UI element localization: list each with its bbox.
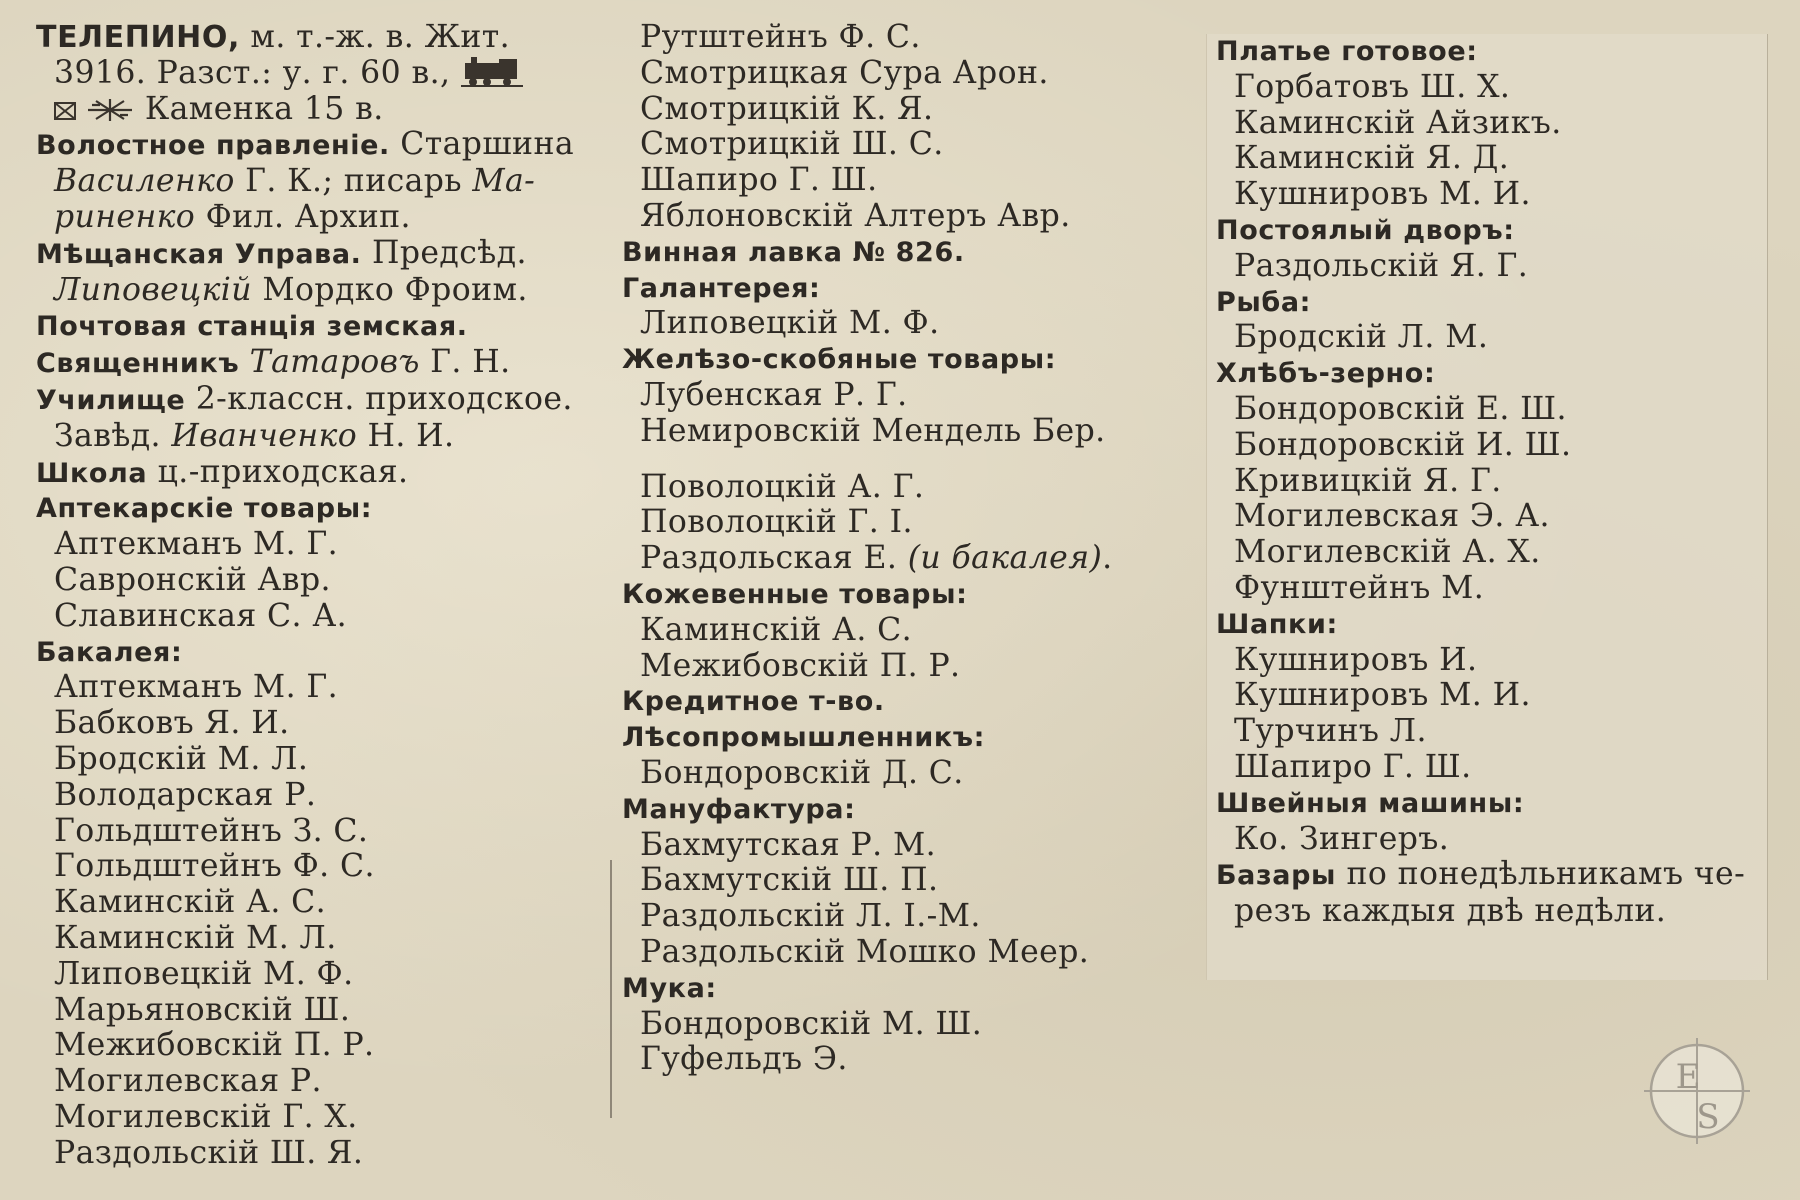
school-head-end: Н. И. xyxy=(357,417,455,454)
list-item: Бондоровскій М. Ш. xyxy=(640,1005,983,1042)
es-stamp-logo xyxy=(1642,1036,1752,1146)
list-item: Савронскій Авр. xyxy=(54,561,331,598)
list-item: Каминскій Я. Д. xyxy=(1234,140,1510,177)
column-1 xyxy=(36,20,596,1172)
school-entry xyxy=(36,382,596,419)
razdolskaya-dot: . xyxy=(1102,540,1113,577)
razdolskaya-note: (и бакалея) xyxy=(907,540,1103,577)
hleb-heading: Хлѣбъ-зерно: xyxy=(1216,358,1436,390)
apteka-list xyxy=(36,527,596,634)
shkola-entry xyxy=(36,455,596,492)
list-item: Лубенская Р. Г. xyxy=(640,376,908,413)
post-station-heading: Почтовая станція земская. xyxy=(36,311,468,343)
bakaleya-list xyxy=(36,670,596,1171)
muka-list xyxy=(622,1007,1142,1079)
town-post-text: Каменка 15 в. xyxy=(144,90,384,127)
list-item: Кривицкій Я. Г. xyxy=(1234,462,1502,499)
envelope-icon xyxy=(54,102,76,120)
list-item: Аптекманъ М. Г. xyxy=(54,526,339,563)
town-distance xyxy=(36,56,596,92)
uprava-name: Липовецкій xyxy=(54,271,252,308)
town-name: ТЕЛЕПИНО, xyxy=(36,20,240,55)
list-item: Межибовскій П. Р. xyxy=(640,647,961,684)
manuf-list xyxy=(622,828,1142,971)
column-2 xyxy=(622,20,1142,1078)
uprava-entry-cont xyxy=(36,273,596,309)
list-item: Раздольскій Я. Г. xyxy=(1234,247,1529,284)
school-entry-cont xyxy=(36,419,596,455)
shapki-heading: Шапки: xyxy=(1216,608,1338,640)
volost-name-1: Василенко xyxy=(54,163,235,200)
school-head-label: Завѣд. xyxy=(54,417,172,454)
priest-heading: Священникъ xyxy=(36,348,240,380)
list-item: Липовецкій М. Ф. xyxy=(54,955,354,992)
list-item: Могилевскій Г. Х. xyxy=(54,1098,358,1135)
stamp-letter-top: E xyxy=(1675,1057,1701,1097)
list-item: Кушнировъ М. И. xyxy=(1234,176,1531,213)
kredit-heading: Кредитное т-во. xyxy=(622,686,885,718)
priest-entry xyxy=(36,345,596,382)
list-item: Каминскій А. С. xyxy=(54,884,327,921)
list-item: Смотрицкій Ш. С. xyxy=(640,126,944,163)
school-head-name: Иванченко xyxy=(171,417,358,454)
uprava-text: Предсѣд. xyxy=(361,234,527,271)
telegraph-icon xyxy=(86,97,134,123)
school-text: 2-классн. приходское. xyxy=(185,380,573,417)
vinnaya-heading: Винная лавка № 826. xyxy=(622,236,965,268)
bakaleya-heading: Бакалея: xyxy=(36,636,183,668)
list-item: Турчинъ Л. xyxy=(1234,713,1427,750)
list-item: Горбатовъ Ш. Х. xyxy=(1234,68,1511,105)
list-item: Поволоцкій Г. І. xyxy=(640,504,913,541)
list-item: Поволоцкій А. Г. xyxy=(640,468,925,505)
list-item: Славинская С. А. xyxy=(54,597,348,634)
les-list xyxy=(622,756,1142,792)
bazar-entry-cont xyxy=(1216,894,1756,930)
list-item: Аптекманъ М. Г. xyxy=(54,669,339,706)
list-item: Бахмутская Р. М. xyxy=(640,826,937,863)
volost-mid: Г. К.; писарь xyxy=(234,163,473,200)
priest-name: Татаровъ xyxy=(239,344,420,381)
list-item: Каминскій А. С. xyxy=(640,611,913,648)
volost-name-2b: риненко xyxy=(54,198,196,235)
list-item: Володарская Р. xyxy=(54,776,317,813)
list-item: Раздольскій Л. І.-М. xyxy=(640,898,981,935)
zhelezo-heading: Желѣзо-скобяные товары: xyxy=(622,344,1057,376)
list-item: Могилевскій А. Х. xyxy=(1234,534,1541,571)
priest-end: Г. Н. xyxy=(419,344,511,381)
volost-text: Старшина xyxy=(389,126,575,163)
spacer xyxy=(622,450,1142,470)
list-item: Кушнировъ М. И. xyxy=(1234,677,1531,714)
galant-list xyxy=(622,306,1142,342)
razdolskaya-entry xyxy=(622,541,1142,577)
list-item: Гуфельдъ Э. xyxy=(640,1041,848,1078)
shveyn-heading: Швейныя машины: xyxy=(1216,787,1525,819)
town-post xyxy=(36,92,596,128)
list-item: Бабковъ Я. И. xyxy=(54,705,290,742)
uprava-end: Мордко Фроим. xyxy=(251,271,528,308)
town-distance-text: 3916. Разст.: у. г. 60 в., xyxy=(54,54,451,91)
volost-entry-cont2 xyxy=(36,200,596,236)
plate-heading: Платье готовое: xyxy=(1216,36,1478,67)
shapki-list xyxy=(1216,643,1756,786)
list-item: Кушнировъ И. xyxy=(1234,641,1478,678)
list-item: Бахмутскій Ш. П. xyxy=(640,862,939,899)
list-item: Раздольскій Ш. Я. xyxy=(54,1134,364,1171)
postoyaly-heading: Постоялый дворъ: xyxy=(1216,214,1515,246)
razdolskaya-name: Раздольская Е. xyxy=(640,540,908,577)
town-info: м. т.-ж. в. Жит. xyxy=(240,19,511,55)
stamp-letter-bottom: S xyxy=(1696,1097,1720,1137)
list-item: Каминскій Айзикъ. xyxy=(1234,104,1562,141)
list-item: Бондоровскій Д. С. xyxy=(640,754,964,791)
zhelezo-list-a xyxy=(622,378,1142,450)
ryba-heading: Рыба: xyxy=(1216,286,1312,318)
volost-end: Фил. Архип. xyxy=(195,198,411,235)
school-heading: Училище xyxy=(36,384,186,416)
column-divider xyxy=(610,860,612,1118)
list-item: Бондоровскій И. Ш. xyxy=(1234,426,1572,463)
hleb-list xyxy=(1216,392,1756,607)
list-item: Раздольскій Мошко Меер. xyxy=(640,933,1090,970)
plate-list xyxy=(1216,70,1756,213)
list-item: Гольдштейнъ Ф. С. xyxy=(54,848,375,885)
list-item: Рутштейнъ Ф. С. xyxy=(640,19,921,55)
column-3 xyxy=(1216,34,1756,930)
list-item: Немировскій Мендель Бер. xyxy=(640,412,1106,449)
ryba-list xyxy=(1216,320,1756,356)
kozha-heading: Кожевенные товары: xyxy=(622,578,968,610)
shkola-heading: Школа xyxy=(36,457,148,489)
list-item: Шапиро Г. Ш. xyxy=(1234,748,1472,785)
kozha-list xyxy=(622,613,1142,685)
bazar-text-2: резъ каждыя двѣ недѣли. xyxy=(1234,893,1667,930)
bazar-entry xyxy=(1216,857,1756,894)
list-item: Смотрицкій К. Я. xyxy=(640,90,934,127)
uprava-entry xyxy=(36,236,596,273)
town-header xyxy=(36,20,596,56)
bazar-heading: Базары xyxy=(1216,860,1337,892)
galant-heading: Галантерея: xyxy=(622,272,821,304)
list-item: Липовецкій М. Ф. xyxy=(640,305,940,342)
volost-entry-cont xyxy=(36,164,596,200)
list-item: Яблоновскій Алтеръ Авр. xyxy=(640,197,1071,234)
list-item: Межибовскій П. Р. xyxy=(54,1027,375,1064)
list-item: Бондоровскій Е. Ш. xyxy=(1234,390,1567,427)
list-item: Смотрицкая Сура Арон. xyxy=(640,54,1049,91)
list-item: Ко. Зингеръ. xyxy=(1234,820,1450,857)
volost-entry xyxy=(36,127,596,164)
zhelezo-list-b xyxy=(622,470,1142,542)
uprava-heading: Мѣщанская Управа. xyxy=(36,238,362,270)
list-item: Марьяновскій Ш. xyxy=(54,991,351,1028)
apteka-heading: Аптекарскіе товары: xyxy=(36,493,373,525)
list-item: Фунштейнъ М. xyxy=(1234,569,1485,606)
list-item: Могилевская Э. А. xyxy=(1234,498,1550,535)
railway-icon xyxy=(461,57,523,87)
list-item: Гольдштейнъ З. С. xyxy=(54,812,369,849)
top-list xyxy=(622,20,1142,235)
muka-heading: Мука: xyxy=(622,972,717,1004)
bazar-text-1: по понедѣльникамъ че- xyxy=(1336,856,1746,893)
list-item: Бродскій Л. М. xyxy=(1234,319,1489,356)
volost-name-2a: Ма- xyxy=(472,163,536,200)
list-item: Могилевская Р. xyxy=(54,1063,322,1100)
list-item: Бродскій М. Л. xyxy=(54,740,309,777)
post-station-entry xyxy=(36,308,596,345)
list-item: Каминскій М. Л. xyxy=(54,919,337,956)
les-heading: Лѣсопромышленникъ: xyxy=(622,722,986,754)
volost-heading: Волостное правленіе. xyxy=(36,130,390,162)
manuf-heading: Мануфактура: xyxy=(622,793,856,825)
shveyn-list xyxy=(1216,822,1756,858)
shkola-text: ц.-приходская. xyxy=(147,453,409,490)
list-item: Шапиро Г. Ш. xyxy=(640,162,878,199)
postoyaly-list xyxy=(1216,249,1756,285)
